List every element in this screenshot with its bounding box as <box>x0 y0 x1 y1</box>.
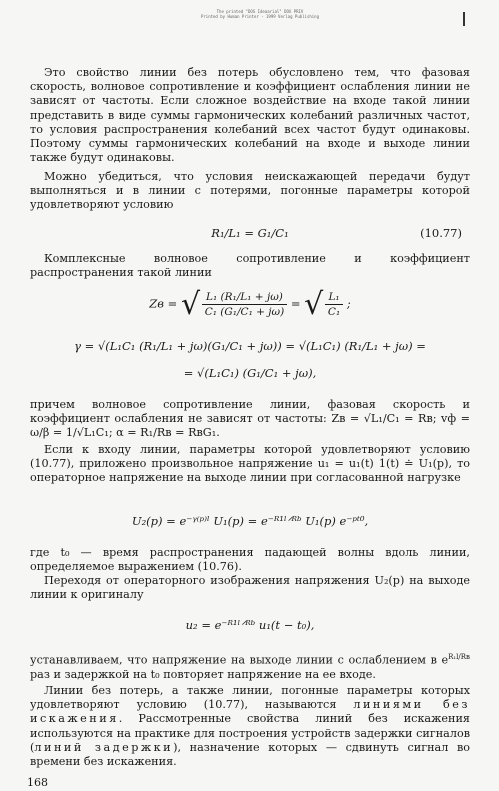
header-printer-note <box>150 9 370 19</box>
zb-numerator-2: L₁ <box>325 290 343 305</box>
equation-number: (10.77) <box>420 226 462 240</box>
paragraph-4: причем волновое сопротивление линии, фазовая скорость и коэффициент ослабления не зависят от частоты: Zв = √L₁/C₁ = Rв; vф = ω/β = 1/√L₁C₁; α = R₁/Rв = RвG₁. <box>30 398 470 440</box>
zb-fraction-2 <box>325 290 343 319</box>
paragraph-7: Переходя от операторного изображения напряжения U₂(p) на выходе линии к оригиналу <box>30 574 470 602</box>
sqrt-sign: √ <box>180 286 201 322</box>
paragraph-3: Комплексные волновое сопротивление и коэффициент распространения такой линии <box>30 252 470 280</box>
zb-denominator-2: C₁ <box>327 306 341 318</box>
zb-equals: = <box>290 296 301 311</box>
propagation-coefficient-line2: = √(L₁C₁) (G₁/C₁ + jω), <box>183 366 317 380</box>
equation-10-77 <box>30 226 470 240</box>
page-number: 168 <box>27 776 48 789</box>
header-note-line2: Printed by Human Printer - 1999 Verlag Publishing <box>200 14 319 19</box>
sqrt-sign-2: √ <box>304 286 324 322</box>
paragraph-8 <box>30 650 470 682</box>
paragraph-8-end: раз и задержкой на t₀ повторяет напряжение на ее входе. <box>30 667 376 681</box>
paragraph-9-middle: . Рассмотренные свойства линий без искажения используются на практике для построения устройств задержки сигналов ( <box>30 712 470 754</box>
paragraph-2: Можно убедиться, что условия неискажающей передачи будут выполняться и в линии с потерями, погонные параметры которой удовлетворяют условию <box>30 170 470 212</box>
equation-10-77-body: R₁/L₁ = G₁/C₁ <box>211 226 289 240</box>
zb-denominator: C₁ (G₁/C₁ + jω) <box>204 306 285 318</box>
output-voltage-formula: u₂ = e⁻ᴿ¹ˡᐟᴿᵇ u₁(t − t₀), <box>185 618 315 632</box>
wave-impedance-formula <box>30 286 470 330</box>
paragraph-1: Это свойство линии без потерь обусловлено тем, что фазовая скорость, волновое сопротивление и коэффициент ослабления линии не зависят от частоты. Если сложное воздействие на входе такой линии представить в виде суммы гармонических колебаний различных частот, то условия распространения колебаний всех частот будут одинаковы. Поэтому суммы гармонических колебаний на входе и выходе линии также будут одинаковы. <box>30 66 470 165</box>
propagation-coefficient-line1: γ = √(L₁C₁ (R₁/L₁ + jω)(G₁/C₁ + jω)) = √(L₁C₁) (R₁/L₁ + jω) = <box>74 339 426 353</box>
zb-numerator: L₁ (R₁/L₁ + jω) <box>202 290 287 305</box>
zb-fraction <box>202 290 287 319</box>
paragraph-5: Если к входу линии, параметры которой удовлетворяют условию (10.77), приложено произвольное напряжение u₁ = u₁(t) 1(t) ≐ U₁(p), то операторное напряжение на выходе линии при согласованной нагрузке <box>30 443 470 485</box>
paragraph-6: где t₀ — время распространения падающей волны вдоль линии, определяемое выражением (10.76). <box>30 546 470 574</box>
paragraph-8-exponent: R₁l/Rв <box>448 653 470 661</box>
zb-end: ; <box>346 296 351 311</box>
zb-lhs: Zв = <box>149 296 178 311</box>
term-delay-lines: линий задержки <box>34 740 174 754</box>
paragraph-9-end: ), назначение которых — сдвинуть сигнал во времени без искажения. <box>30 740 470 769</box>
corner-mark <box>463 12 465 26</box>
header-note-line1: The printed "DOS Ideaarial" DOX PRIV <box>216 9 304 14</box>
operator-voltage-formula: U₂(p) = e⁻ᵞ⁽ᵖ⁾ˡ U₁(p) = e⁻ᴿ¹ˡᐟᴿᵇ U₁(p) e⁻ᵖᵗ⁰, <box>131 514 369 528</box>
paragraph-9 <box>30 684 470 769</box>
paragraph-9-start: Линии без потерь, а также линии, погонные параметры которых удовлетворяют условию (10.77), называются <box>30 684 470 712</box>
paragraph-8-start: устанавливаем, что напряжение на выходе линии с ослаблением в e <box>30 653 449 667</box>
term-lines-without-distortion: линиями без искажения <box>30 698 470 726</box>
